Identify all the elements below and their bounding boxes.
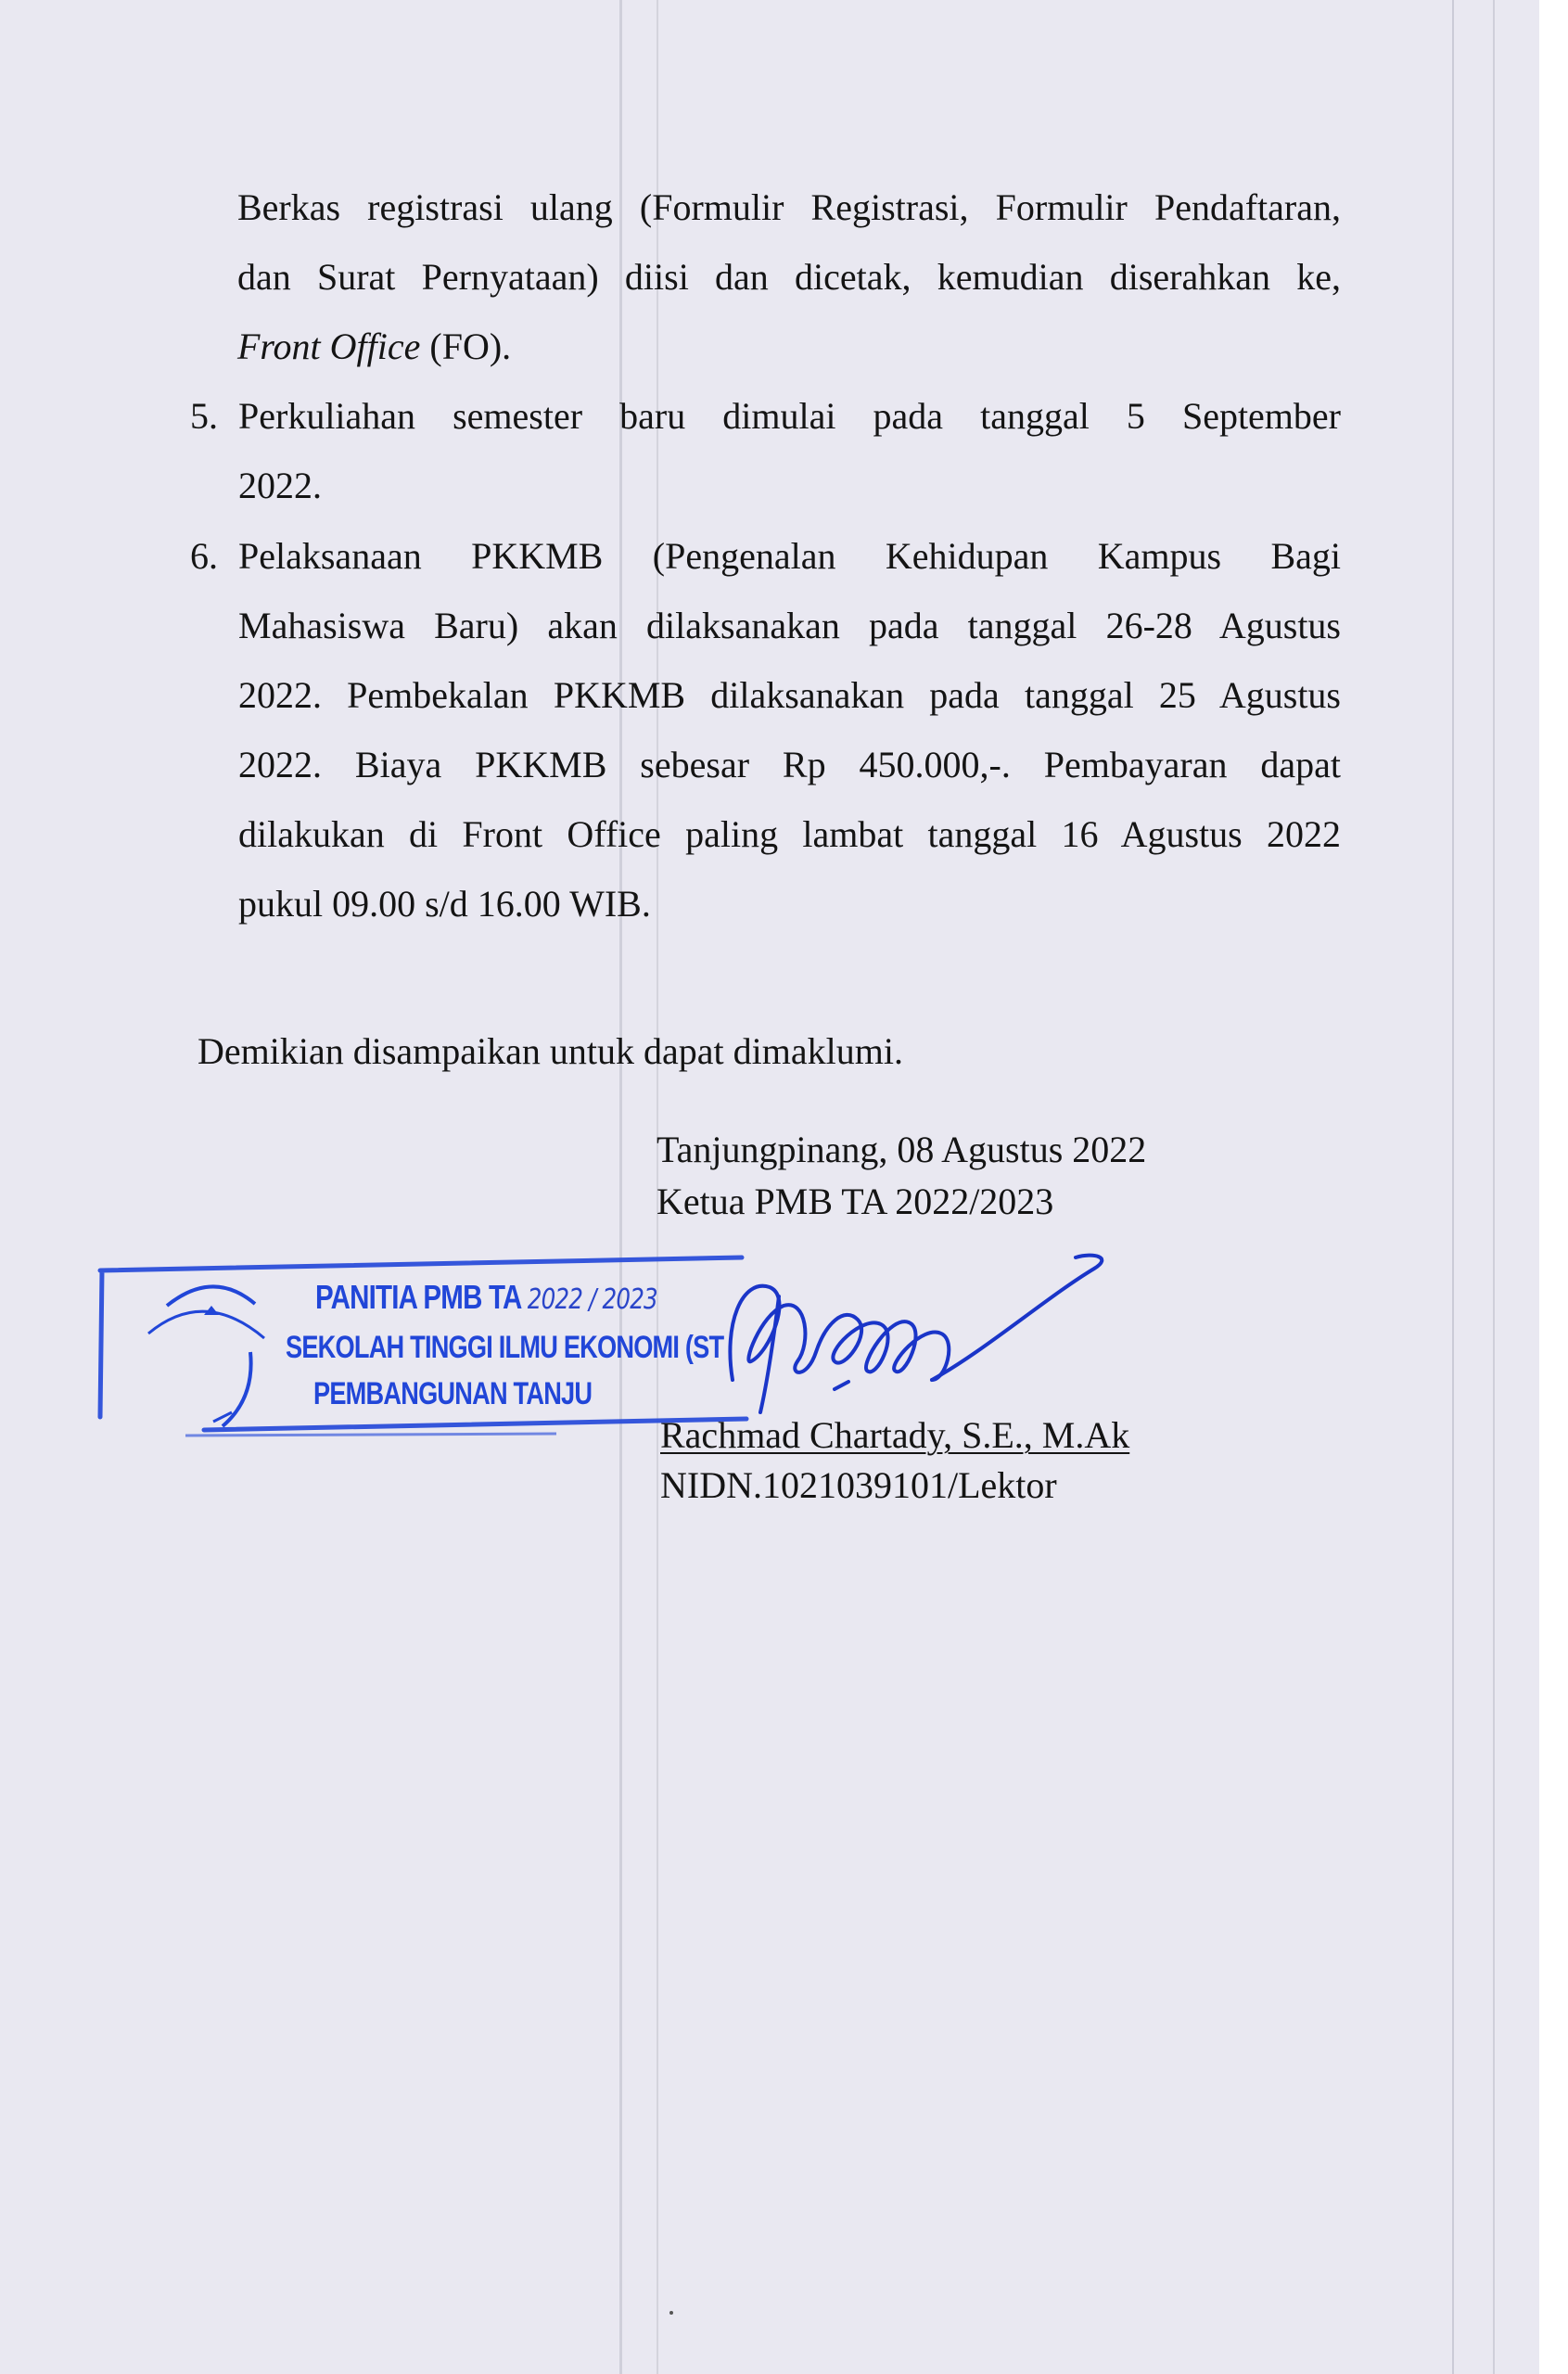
signature-header xyxy=(657,1124,1146,1228)
signer-position: Ketua PMB TA 2022/2023 xyxy=(657,1181,1054,1222)
list-number: 5. xyxy=(190,395,218,437)
scan-edge xyxy=(1539,0,1568,2374)
text-line: Pelaksanaan PKKMB (Pengenalan Kehidupan Kampus Bagi xyxy=(238,535,1341,577)
stamp-institution-line2: PEMBANGUNAN TANJU xyxy=(313,1376,593,1411)
text-line: pukul 09.00 s/d 16.00 WIB. xyxy=(238,883,651,925)
paper-speck xyxy=(669,2311,673,2315)
text-line: 2022. xyxy=(238,465,322,506)
list-item-body xyxy=(238,521,1341,938)
text-line: Mahasiswa Baru) akan dilaksanakan pada tanggal 26-28 Agustus xyxy=(238,605,1341,646)
stamp-title xyxy=(315,1278,657,1317)
list-item-body xyxy=(238,381,1341,520)
place-date: Tanjungpinang, 08 Agustus 2022 xyxy=(657,1129,1147,1170)
paper-fold-line xyxy=(1493,0,1495,2374)
text-line xyxy=(237,312,1341,381)
text-line: Perkuliahan semester baru dimulai pada tanggal 5 September xyxy=(238,395,1341,437)
stamp-handwritten-year: 2022 / 2023 xyxy=(527,1283,657,1316)
stamp-title-text: PANITIA PMB TA xyxy=(315,1278,528,1316)
stamp-institution: SEKOLAH TINGGI ILMU EKONOMI (ST xyxy=(286,1330,724,1365)
handwritten-signature xyxy=(705,1241,1113,1417)
list-number: 6. xyxy=(190,535,218,577)
text-line: dilakukan di Front Office paling lambat tanggal 16 Agustus 2022 xyxy=(238,813,1341,855)
text-line: 2022. Biaya PKKMB sebesar Rp 450.000,-. Pembayaran dapat xyxy=(238,744,1341,785)
signer-id: NIDN.1021039101/Lektor xyxy=(660,1464,1057,1506)
signer-name: Rachmad Chartady, S.E., M.Ak xyxy=(660,1414,1130,1456)
text-fragment: (FO). xyxy=(420,325,512,367)
text-line: dan Surat Pernyataan) diisi dan dicetak, kemudian diserahkan ke, xyxy=(237,256,1341,298)
closing-sentence: Demikian disampaikan untuk dapat dimaklumi. xyxy=(198,1030,903,1072)
text-line: 2022. Pembekalan PKKMB dilaksanakan pada tanggal 25 Agustus xyxy=(238,674,1341,716)
italic-term: Front Office xyxy=(237,325,421,367)
item-4-continuation xyxy=(237,172,1341,381)
paper-fold-line xyxy=(1452,0,1454,2374)
text-line: Berkas registrasi ulang (Formulir Registrasi, Formulir Pendaftaran, xyxy=(237,186,1341,228)
